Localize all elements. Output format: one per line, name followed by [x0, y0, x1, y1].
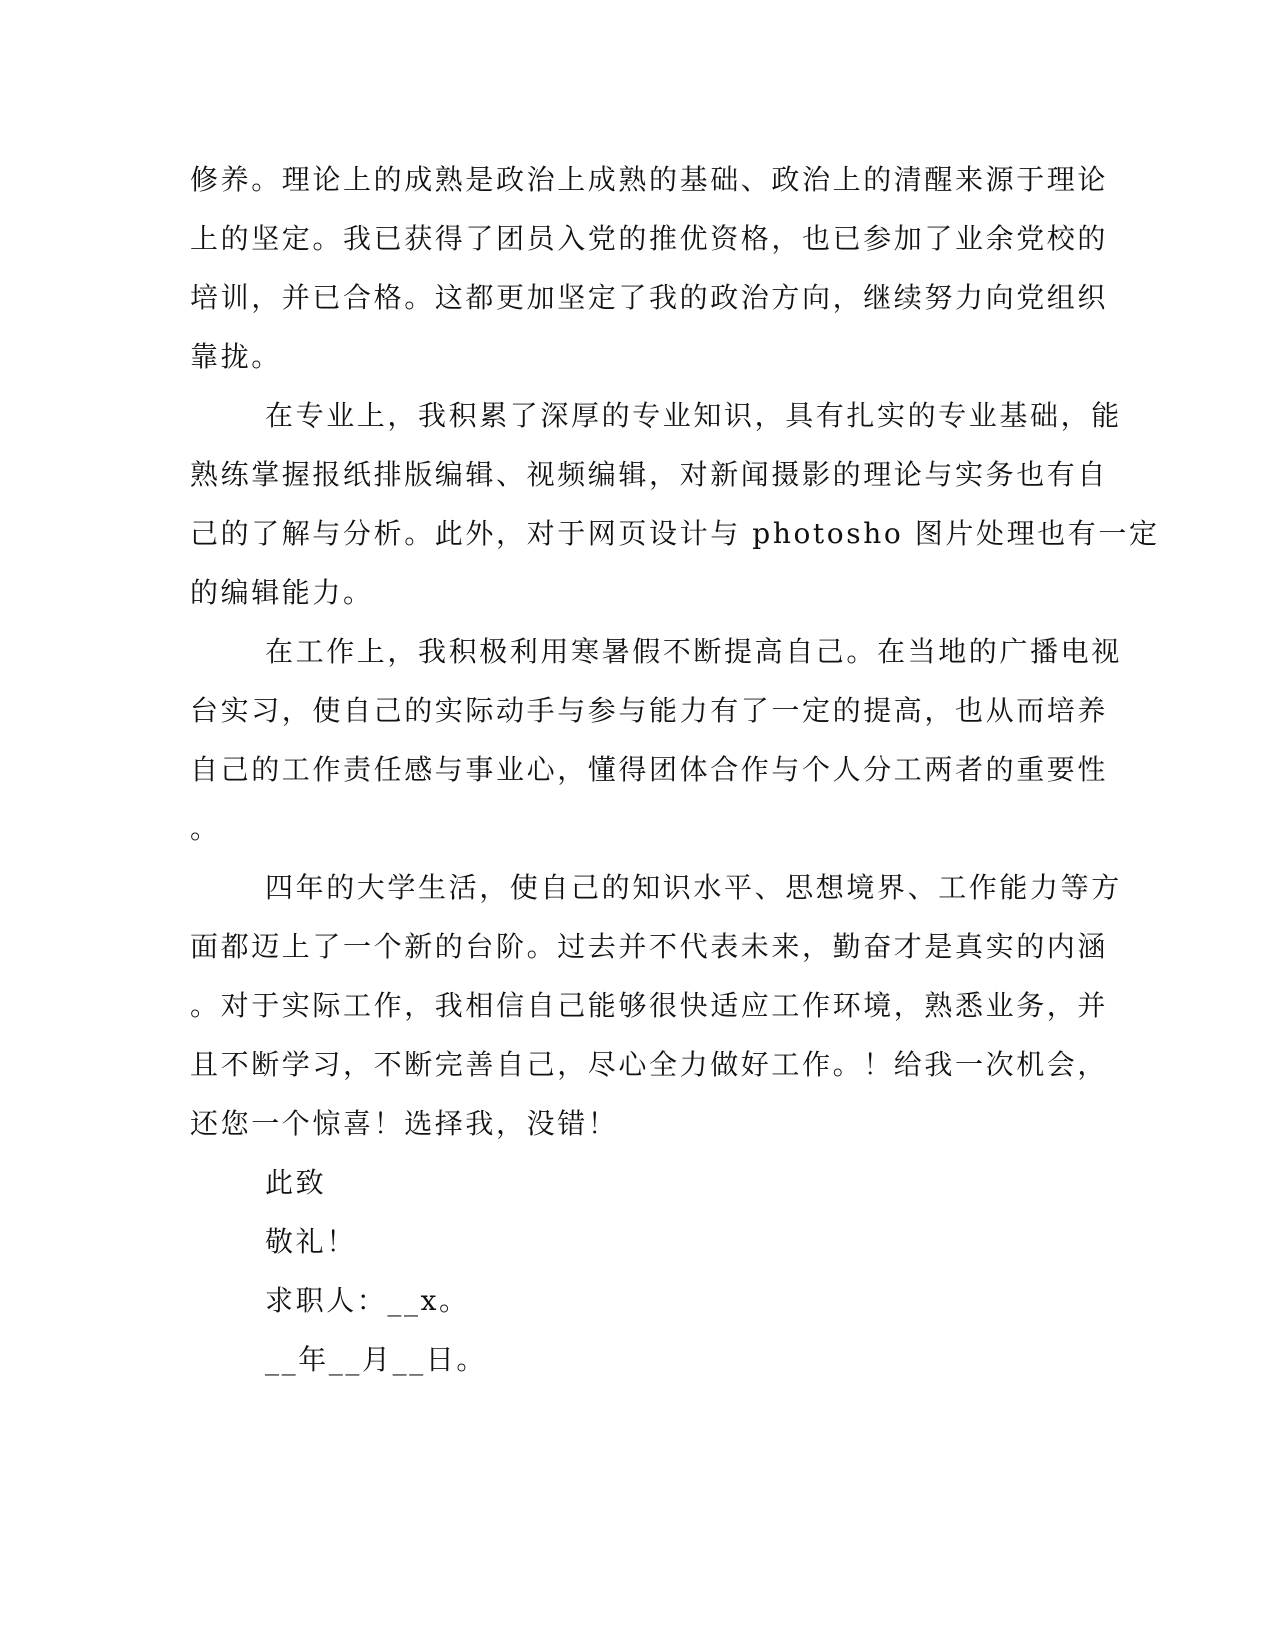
text-line: 自己的工作责任感与事业心，懂得团体合作与个人分工两者的重要性 [190, 753, 1109, 786]
text-line: 上的坚定。我已获得了团员入党的推优资格，也已参加了业余党校的 [190, 222, 1109, 255]
text-line: 的编辑能力。 [190, 576, 374, 609]
text-line: 台实习，使自己的实际动手与参与能力有了一定的提高，也从而培养 [190, 694, 1109, 727]
closing-salutation: 此致 [265, 1166, 327, 1199]
text-line: 还您一个惊喜！选择我，没错！ [190, 1107, 619, 1140]
paragraph-start-line: 在工作上，我积极利用寒暑假不断提高自己。在当地的广播电视 [265, 635, 1122, 668]
text-line: 。对于实际工作，我相信自己能够很快适应工作环境，熟悉业务，并 [190, 989, 1109, 1022]
text-line: 靠拢。 [190, 340, 282, 373]
paragraph-start-line: 在专业上，我积累了深厚的专业知识，具有扎实的专业基础，能 [265, 399, 1122, 432]
text-line: 培训，并已合格。这都更加坚定了我的政治方向，继续努力向党组织 [190, 281, 1109, 314]
text-line: 修养。理论上的成熟是政治上成熟的基础、政治上的清醒来源于理论 [190, 163, 1109, 196]
paragraph-start-line: 四年的大学生活，使自己的知识水平、思想境界、工作能力等方 [265, 871, 1122, 904]
closing-regards: 敬礼！ [265, 1225, 357, 1258]
text-line: 熟练掌握报纸排版编辑、视频编辑，对新闻摄影的理论与实务也有自 [190, 458, 1109, 491]
text-line: 面都迈上了一个新的台阶。过去并不代表未来，勤奋才是真实的内涵 [190, 930, 1109, 963]
text-line: 己的了解与分析。此外，对于网页设计与 photosho 图片处理也有一定 [190, 517, 1160, 550]
text-line: 。 [190, 812, 221, 845]
applicant-signature: 求职人：__x。 [265, 1284, 470, 1317]
date-line: __年__月__日。 [265, 1343, 488, 1376]
text-line: 且不断学习，不断完善自己，尽心全力做好工作。！给我一次机会， [190, 1048, 1109, 1081]
